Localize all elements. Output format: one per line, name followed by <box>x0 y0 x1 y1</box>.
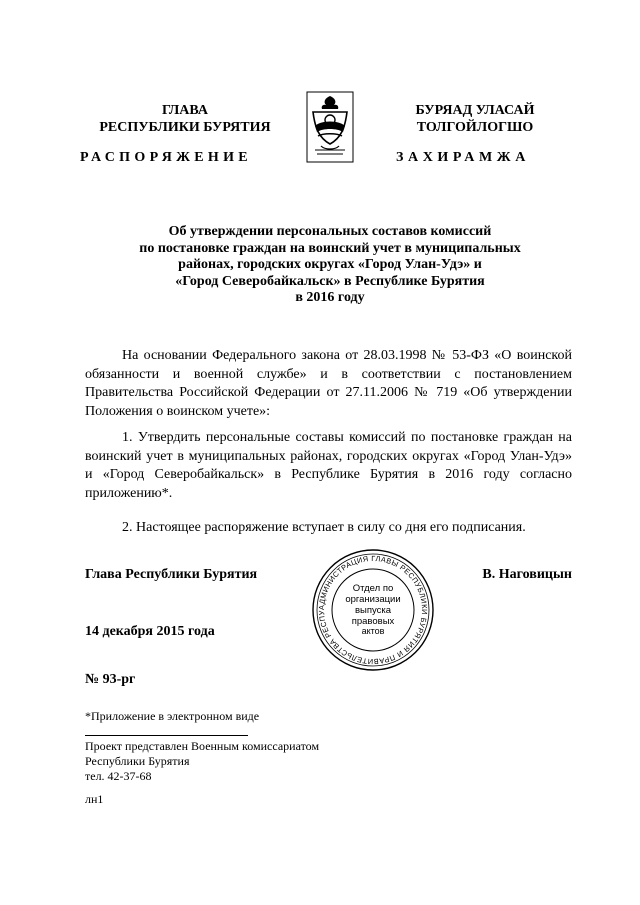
title-line: «Город Северобайкальск» в Республике Бурятия <box>175 273 485 289</box>
title-line: по постановке граждан на воинский учет в муниципальных <box>139 240 521 256</box>
issuer-bua <box>360 102 590 136</box>
issuer-ru <box>70 102 300 136</box>
issuer-bua-line1: БУРЯАД УЛАСАЙ <box>415 103 535 118</box>
footer-divider <box>85 735 248 736</box>
attachment-note: *Приложение в электронном виде <box>85 709 260 723</box>
document-number: № 93-рг <box>85 672 136 687</box>
order-type-ru: РАСПОРЯЖЕНИЕ <box>80 150 252 165</box>
title-line: Об утверждении персональных составов комиссий <box>168 224 492 239</box>
stamp-center-line: организации <box>345 594 401 605</box>
coat-of-arms-icon <box>301 90 359 164</box>
footer-line: Республики Бурятия <box>85 754 190 768</box>
signer-title: Глава Республики Бурятия <box>85 567 258 582</box>
stamp-center-line: правовых <box>351 616 395 627</box>
item-1-paragraph: 1. Утвердить персональные составы комиссий по постановке граждан на воинский учет в муниципальных районах, городских округах «Город Улан-Удэ» и «Город Северобайкальск» в Республике Бурятия в 2016 году согласно приложению*. <box>85 430 572 501</box>
stamp-center-line: актов <box>361 626 385 636</box>
stamp-ring-text: АДМИНИСТРАЦИЯ ГЛАВЫ РЕСПУБЛИКИ БУРЯТИЯ И ПРАВИТЕЛЬСТВА РЕСПУ <box>316 553 430 667</box>
preamble-paragraph: На основании Федерального закона от 28.03.1998 № 53-ФЗ «О воинской обязанности и военной службе» и в соответствии с постановлением Правительства Российской Федерации от 27.11.2006 № 719 «Об утверждении Положения о воинском учете»: <box>85 348 572 419</box>
stamp-center-line: Отдел по <box>352 583 394 594</box>
title-line: районах, городских округах «Город Улан-Удэ» и <box>178 257 482 272</box>
order-type-bua: ЗАХИРАМЖА <box>396 150 530 165</box>
item-2-paragraph: 2. Настоящее распоряжение вступает в силу со дня его подписания. <box>122 520 526 535</box>
title-line: в 2016 году <box>295 290 365 305</box>
issuer-ru-line1: ГЛАВА <box>162 103 208 118</box>
document-date: 14 декабря 2015 года <box>85 624 215 639</box>
issuer-bua-line2: ТОЛГОЙЛОГШО <box>416 120 534 135</box>
footer-line: Проект представлен Военным комиссариатом <box>85 739 320 753</box>
stamp-center-line: выпуска <box>354 605 392 616</box>
footer-code: лн1 <box>85 792 104 806</box>
signer-name: В. Наговицын <box>482 567 572 582</box>
document-title <box>100 224 560 307</box>
issuer-ru-line2: РЕСПУБЛИКИ БУРЯТИЯ <box>99 120 271 135</box>
footer-phone: тел. 42-37-68 <box>85 769 152 783</box>
official-stamp-icon <box>311 548 435 672</box>
